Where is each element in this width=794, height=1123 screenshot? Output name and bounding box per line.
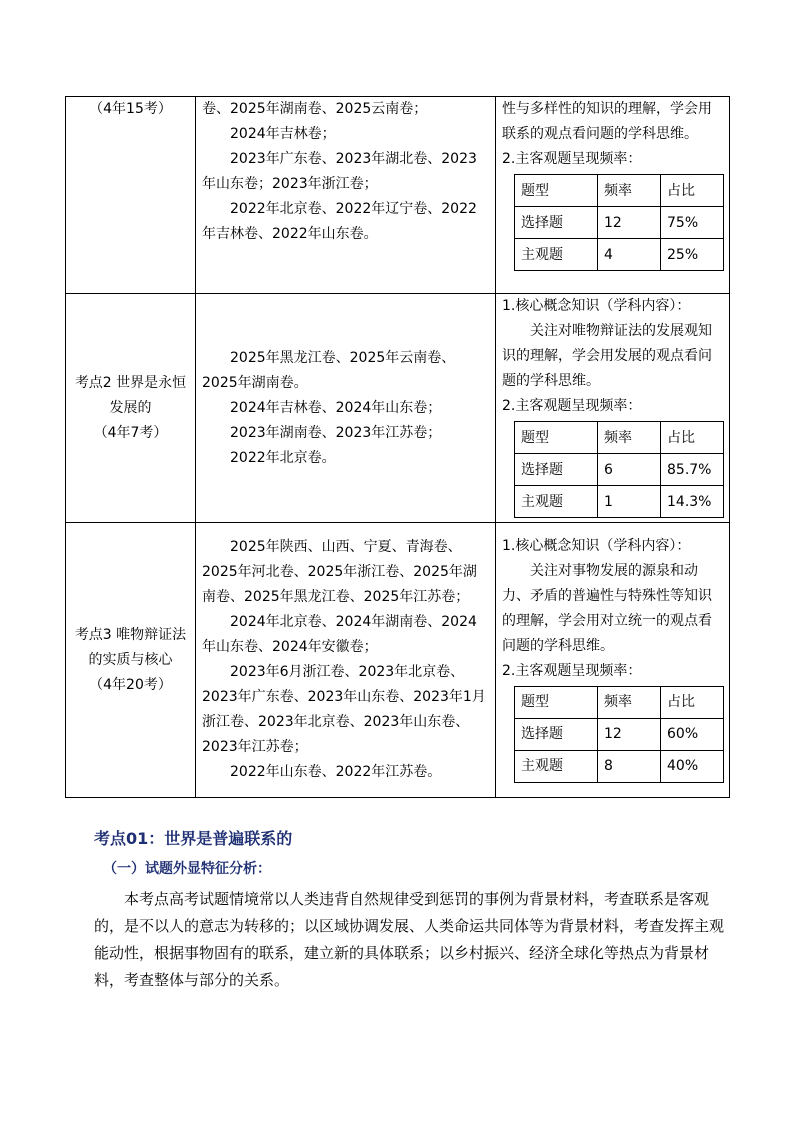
concept-text: 性与多样性的知识的理解，学会用联系的观点看问题的学科思维。 [502, 101, 712, 142]
point-cell [66, 294, 196, 523]
exam-line: 2022年北京卷。 [230, 449, 336, 466]
freq-header: 占比 [661, 422, 724, 454]
freq-header-row [515, 686, 724, 718]
freq-cell: 选择题 [515, 207, 598, 239]
table-row [66, 523, 730, 798]
point-cell [66, 97, 196, 294]
exam-cell [196, 523, 496, 798]
freq-cell: 85.7% [661, 454, 724, 486]
freq-heading: 2.主客观题呈现频率： [502, 398, 642, 414]
freq-header: 频率 [598, 686, 661, 718]
freq-cell: 12 [598, 207, 661, 239]
freq-row [515, 718, 724, 750]
exam-line: 2024年吉林卷、2024年山东卷； [230, 399, 442, 416]
freq-cell: 主观题 [515, 239, 598, 271]
freq-cell: 主观题 [515, 486, 598, 518]
point-title: 考点3 唯物辩证法的实质与核心 [74, 626, 187, 668]
concept-cell [496, 97, 730, 294]
freq-cell: 选择题 [515, 454, 598, 486]
freq-cell: 14.3% [661, 486, 724, 518]
freq-table [514, 686, 724, 783]
concept-cell [496, 523, 730, 798]
freq-cell: 75% [661, 207, 724, 239]
freq-cell: 1 [598, 486, 661, 518]
freq-table [514, 174, 724, 271]
point-title: 考点2 世界是永恒发展的 [74, 374, 187, 416]
exam-line: 2024年北京卷、2024年湖南卷、2024年山东卷、2024年安徽卷； [202, 614, 477, 655]
freq-row [515, 750, 724, 782]
section-heading: 考点01：世界是普遍联系的 [94, 829, 293, 848]
freq-cell: 4 [598, 239, 661, 271]
exam-line: 2024年吉林卷； [230, 126, 336, 142]
freq-header: 题型 [515, 686, 598, 718]
exam-line: 2023年广东卷、2023年湖北卷、2023年山东卷；2023年浙江卷； [202, 151, 477, 192]
freq-header: 占比 [661, 175, 724, 207]
table-row [66, 294, 730, 523]
freq-row [515, 486, 724, 518]
point-cell [66, 523, 196, 798]
freq-cell: 12 [598, 718, 661, 750]
point-count: （4年7考） [93, 424, 168, 441]
freq-cell: 选择题 [515, 718, 598, 750]
exam-line: 2023年6月浙江卷、2023年北京卷、2023年广东卷、2023年山东卷、2023年1月浙江卷、2023年北京卷、2023年山东卷、2023年江苏卷； [202, 664, 486, 755]
exam-line: 2023年湖南卷、2023年江苏卷； [230, 424, 442, 441]
freq-cell: 6 [598, 454, 661, 486]
exam-point-table [65, 96, 730, 798]
freq-cell: 主观题 [515, 750, 598, 782]
freq-row [515, 207, 724, 239]
exam-line: 2025年陕西、山西、宁夏、青海卷、2025年河北卷、2025年浙江卷、2025年湖南卷、2025年黑龙江卷、2025年江苏卷； [202, 539, 477, 605]
concept-heading: 1.核心概念知识（学科内容）： [502, 298, 691, 314]
freq-cell: 60% [661, 718, 724, 750]
exam-line: 2022年北京卷、2022年辽宁卷、2022年吉林卷、2022年山东卷。 [202, 201, 477, 242]
exam-line: 卷、2025年湖南卷、2025云南卷； [202, 101, 428, 117]
table-row [66, 97, 730, 294]
exam-line: 2022年山东卷、2022年江苏卷。 [230, 764, 442, 780]
freq-heading: 2.主客观题呈现频率： [502, 662, 642, 679]
concept-text: 关注对事物发展的源泉和动力、矛盾的普遍性与特殊性等知识的理解，学会用对立统一的观点看问题的学科思维。 [502, 562, 712, 654]
concept-text: 关注对唯物辩证法的发展观知识的理解，学会用发展的观点看问题的学科思维。 [502, 323, 712, 389]
concept-cell [496, 294, 730, 523]
freq-header: 占比 [661, 686, 724, 718]
freq-row [515, 454, 724, 486]
exam-line: 2025年黑龙江卷、2025年云南卷、2025年湖南卷。 [202, 349, 456, 391]
freq-cell: 25% [661, 239, 724, 271]
freq-cell: 8 [598, 750, 661, 782]
exam-cell [196, 294, 496, 523]
freq-header: 题型 [515, 175, 598, 207]
freq-header: 频率 [598, 422, 661, 454]
section-subheading: （一）试题外显特征分析： [103, 861, 271, 877]
point-count: （4年20考） [89, 676, 172, 693]
freq-header: 题型 [515, 422, 598, 454]
exam-cell [196, 97, 496, 294]
body-paragraph: 本考点高考试题情境常以人类违背自然规律受到惩罚的事例为背景材料，考查联系是客观的，是不以人的意志为转移的；以区域协调发展、人类命运共同体等为背景材料，考查发挥主观能动性，根据事物固有的联系，建立新的具体联系；以乡村振兴、经济全球化等热点为背景材料，考查整体与部分的关系。 [94, 890, 725, 989]
freq-header-row [515, 175, 724, 207]
freq-header-row [515, 422, 724, 454]
freq-row [515, 239, 724, 271]
freq-cell: 40% [661, 750, 724, 782]
freq-header: 频率 [598, 175, 661, 207]
freq-table [514, 421, 724, 518]
freq-heading: 2.主客观题呈现频率： [502, 151, 642, 167]
concept-heading: 1.核心概念知识（学科内容）： [502, 537, 691, 554]
point-count: （4年15考） [89, 101, 172, 117]
